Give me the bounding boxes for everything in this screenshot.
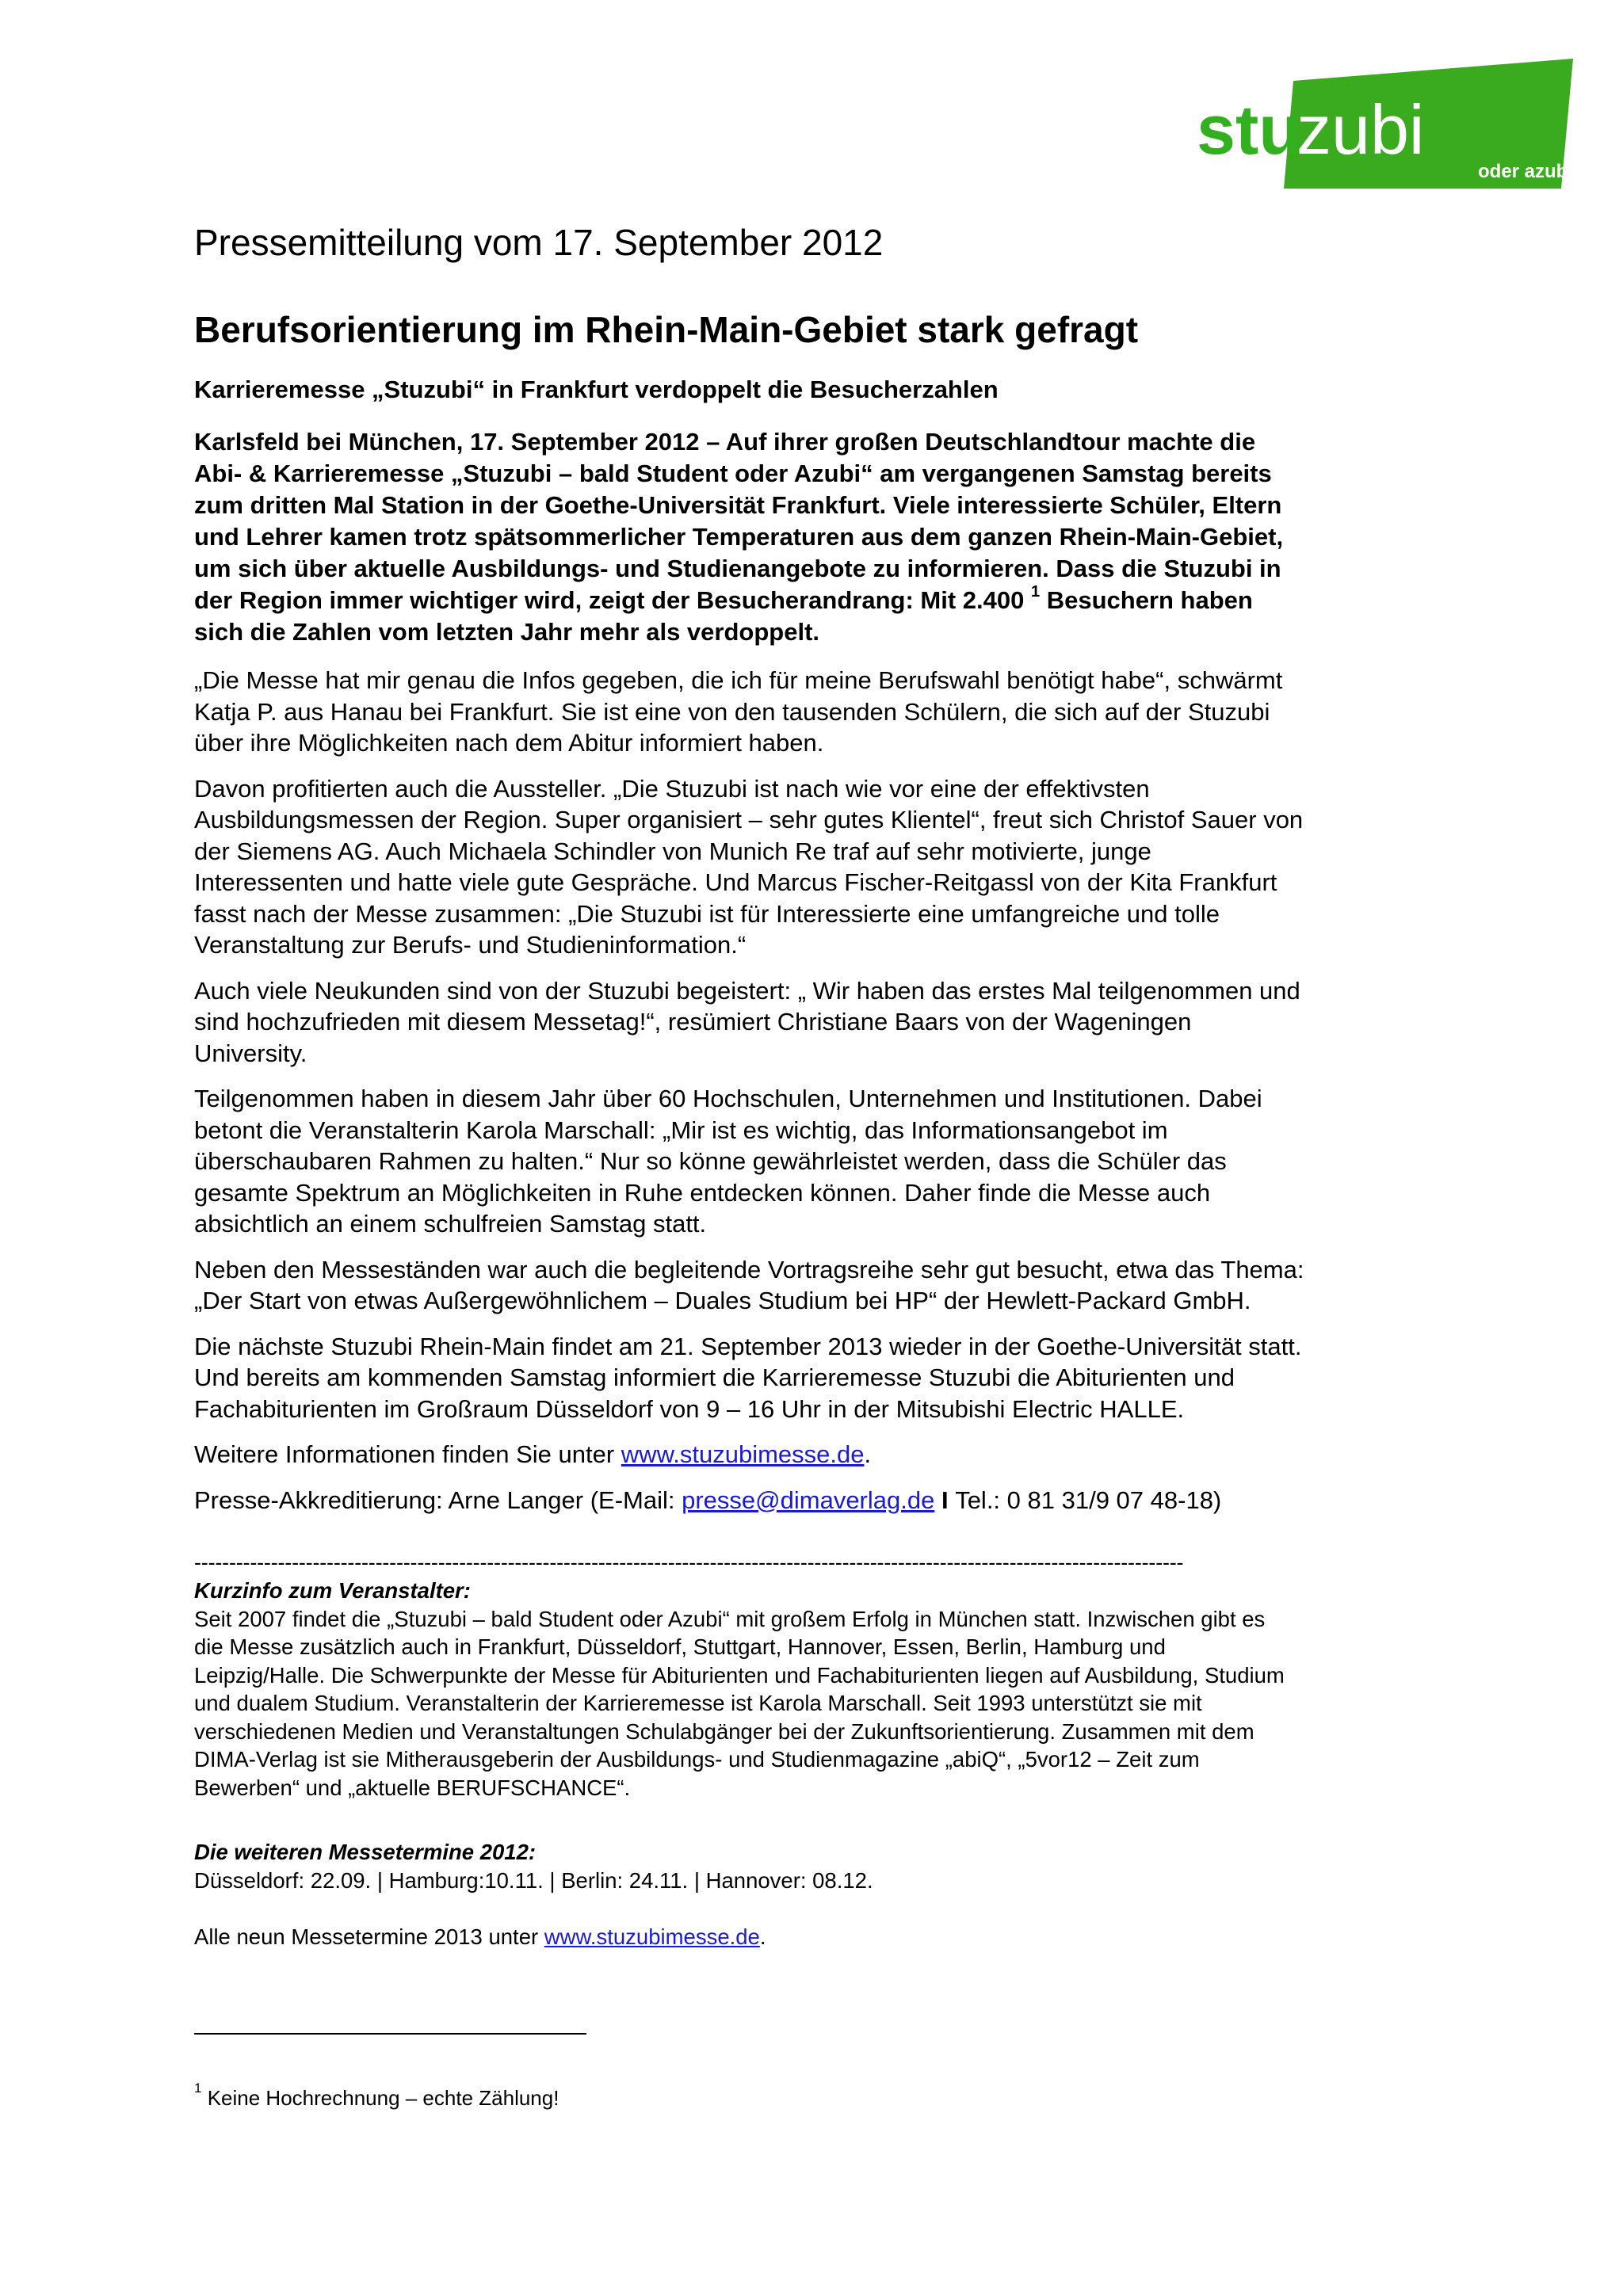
text-line: die Messe zusätzlich auch in Frankfurt, Düsseldorf, Stuttgart, Hannover, Essen, Berlin, Hamburg und <box>194 1634 1166 1659</box>
text-line <box>194 1923 1430 1951</box>
text-line: fasst nach der Messe zusammen: „Die Stuzubi ist für Interessierte eine umfangreiche und tolle <box>194 899 1220 928</box>
all-dates-text: Alle neun Messetermine 2013 unter <box>194 1924 544 1949</box>
text-line: und dualem Studium. Veranstalterin der Karrieremesse ist Karola Marschall. Seit 1993 unterstützt sie mit <box>194 1691 1202 1715</box>
lead-line <box>194 582 1430 616</box>
text-line: DIMA-Verlag ist sie Mitherausgeberin der Ausbildungs- und Studienmagazine „abiQ“, „5vor12 – Zeit zum <box>194 1747 1200 1772</box>
paragraph-new-customers <box>194 975 1430 1070</box>
organizer-title: Kurzinfo zum Veranstalter: <box>194 1578 471 1603</box>
event-dates-line: Düsseldorf: 22.09. | Hamburg:10.11. | Berlin: 24.11. | Hannover: 08.12. <box>194 1867 873 1893</box>
text-line: Auch viele Neukunden sind von der Stuzubi begeistert: „ Wir haben das erstes Mal teilgenommen und <box>194 976 1300 1005</box>
logo-word-zubi: zubi <box>1296 90 1425 169</box>
logo-tagline: oder azubi <box>1478 161 1574 182</box>
text-line: gesamte Spektrum an Möglichkeiten in Ruhe entdecken können. Daher finde die Messe auch <box>194 1178 1211 1207</box>
text-line: der Siemens AG. Auch Michaela Schindler von Munich Re traf auf sehr motivierte, junge <box>194 837 1151 865</box>
paragraph-next-dates <box>194 1331 1430 1425</box>
lead-line-text: Besuchern haben <box>1040 586 1253 614</box>
paragraph-lectures <box>194 1254 1430 1317</box>
text-line: Die nächste Stuzubi Rhein-Main findet am 21. September 2013 wieder in der Goethe-Universität statt. <box>194 1332 1302 1360</box>
footnote-reference[interactable]: 1 <box>1030 582 1041 601</box>
text-line: Und bereits am kommenden Samstag informiert die Karrieremesse Stuzubi die Abiturienten und <box>194 1363 1235 1391</box>
more-info-text: Weitere Informationen finden Sie unter <box>194 1440 621 1468</box>
more-info-period: . <box>864 1440 872 1468</box>
lead-line: und Lehrer kamen trotz spätsommerlicher Temperaturen aus dem ganzen Rhein-Main-Gebiet, <box>194 523 1284 551</box>
paragraph-participants <box>194 1083 1430 1240</box>
text-line: Veranstaltung zur Berufs- und Studieninformation.“ <box>194 931 747 959</box>
text-line: Neben den Messeständen war auch die begleitende Vortragsreihe sehr gut besucht, etwa das Thema: <box>194 1255 1304 1283</box>
paragraph-katja-quote <box>194 665 1430 759</box>
text-line <box>194 1439 1430 1470</box>
text-line: absichtlich an einem schulfreien Samstag statt. <box>194 1210 707 1238</box>
text-line: Davon profitierten auch die Aussteller. „Die Stuzubi ist nach wie vor eine der effektivsten <box>194 774 1150 803</box>
lead-paragraph <box>194 426 1430 648</box>
dashed-separator: ---------------------------------------------------------------------------------------------------------------------------------------------- <box>194 1550 1184 1574</box>
text-line: überschaubaren Rahmen zu halten.“ Nur so könne gewährleistet werden, dass die Schüler das <box>194 1147 1227 1175</box>
stuzubi-logo <box>1197 57 1577 192</box>
text-line: „Der Start von etwas Außergewöhnlichem – Duales Studium bei HP“ der Hewlett-Packard GmbH. <box>194 1287 1251 1314</box>
paragraph-more-info <box>194 1439 1430 1470</box>
lead-line: sich die Zahlen vom letzten Jahr mehr als verdoppelt. <box>194 618 820 646</box>
text-line <box>194 1485 1430 1516</box>
press-separator: I <box>934 1486 956 1514</box>
text-line: University. <box>194 1039 307 1067</box>
press-contact-text: Presse-Akkreditierung: Arne Langer (E-Mail: <box>194 1486 682 1514</box>
press-phone-text: Tel.: 0 81 31/9 07 48-18) <box>955 1486 1222 1514</box>
all-dates-2013 <box>194 1923 1430 1951</box>
text-line: Leipzig/Halle. Die Schwerpunkte der Messe für Abiturienten und Fachabiturienten liegen auf Ausbildung, Studium <box>194 1662 1285 1688</box>
text-line: sind hochzufrieden mit diesem Messetag!“, resümiert Christiane Baars von der Wageningen <box>194 1008 1192 1035</box>
footnote-divider <box>194 2033 586 2035</box>
text-line: Interessenten und hatte viele gute Gespräche. Und Marcus Fischer-Reitgassl von der Kita Frankfurt <box>194 868 1277 896</box>
body-paragraphs <box>194 665 1430 1530</box>
lead-line-text: der Region immer wichtiger wird, zeigt der Besucherandrang: Mit 2.400 <box>194 586 1031 614</box>
text-line: Katja P. aus Hanau bei Frankfurt. Sie ist eine von den tausenden Schülern, die sich auf der Stuzubi <box>194 697 1270 726</box>
stuzubi-logo-graphic <box>1197 57 1577 192</box>
text-line: Fachabiturienten im Großraum Düsseldorf von 9 – 16 Uhr in der Mitsubishi Electric HALLE. <box>194 1394 1185 1423</box>
subheadline: Karrieremesse „Stuzubi“ in Frankfurt verdoppelt die Besucherzahlen <box>194 376 999 403</box>
text-line: „Die Messe hat mir genau die Infos gegeben, die ich für meine Berufswahl benötigt habe“, schwärmt <box>194 666 1283 694</box>
headline: Berufsorientierung im Rhein-Main-Gebiet stark gefragt <box>194 309 1139 350</box>
paragraph-press-contact <box>194 1485 1430 1516</box>
event-dates-title: Die weiteren Messetermine 2012: <box>194 1840 537 1864</box>
lead-line: Abi- & Karrieremesse „Stuzubi – bald Student oder Azubi“ am vergangenen Samstag bereits <box>194 460 1272 487</box>
footnote-text: Keine Hochrechnung – echte Zählung! <box>201 2086 559 2110</box>
all-dates-period: . <box>759 1924 766 1949</box>
organizer-info <box>194 1577 1430 1802</box>
footnote-number: 1 <box>194 2081 202 2096</box>
text-line: Teilgenommen haben in diesem Jahr über 60 Hochschulen, Unternehmen und Institutionen. Dabei <box>194 1085 1262 1112</box>
text-line: Seit 2007 findet die „Stuzubi – bald Student oder Azubi“ mit großem Erfolg in München statt. Inzwischen gibt es <box>194 1606 1266 1631</box>
paragraph-exhibitors <box>194 773 1430 961</box>
lead-line: Karlsfeld bei München, 17. September 2012 – Auf ihrer großen Deutschlandtour machte die <box>194 428 1256 456</box>
text-line: betont die Veranstalterin Karola Marschall: „Mir ist es wichtig, das Informationsangebot im <box>194 1116 1168 1144</box>
website-link[interactable]: www.stuzubimesse.de <box>544 1924 760 1949</box>
lead-line: um sich über aktuelle Ausbildungs- und Studienangebote zu informieren. Dass die Stuzubi in <box>194 555 1281 582</box>
press-release-date: Pressemitteilung vom 17. September 2012 <box>194 222 884 263</box>
text-line: Bewerben“ und „aktuelle BERUFSCHANCE“. <box>194 1775 631 1800</box>
text-line: verschiedenen Medien und Veranstaltungen Schulabgänger bei der Zukunftsorientierung. Zusammen mit dem <box>194 1718 1254 1744</box>
logo-word-stu: stu <box>1197 90 1301 169</box>
text-line: Ausbildungsmessen der Region. Super organisiert – sehr gutes Klientel“, freut sich Christof Sauer von <box>194 806 1304 833</box>
press-email-link[interactable]: presse@dimaverlag.de <box>682 1486 935 1514</box>
text-line: über ihre Möglichkeiten nach dem Abitur informiert haben. <box>194 729 824 757</box>
lead-line: zum dritten Mal Station in der Goethe-Universität Frankfurt. Viele interessierte Schüler, Eltern <box>194 491 1282 519</box>
footnote <box>194 2081 559 2111</box>
website-link[interactable]: www.stuzubimesse.de <box>621 1440 865 1468</box>
event-dates <box>194 1838 1430 1894</box>
